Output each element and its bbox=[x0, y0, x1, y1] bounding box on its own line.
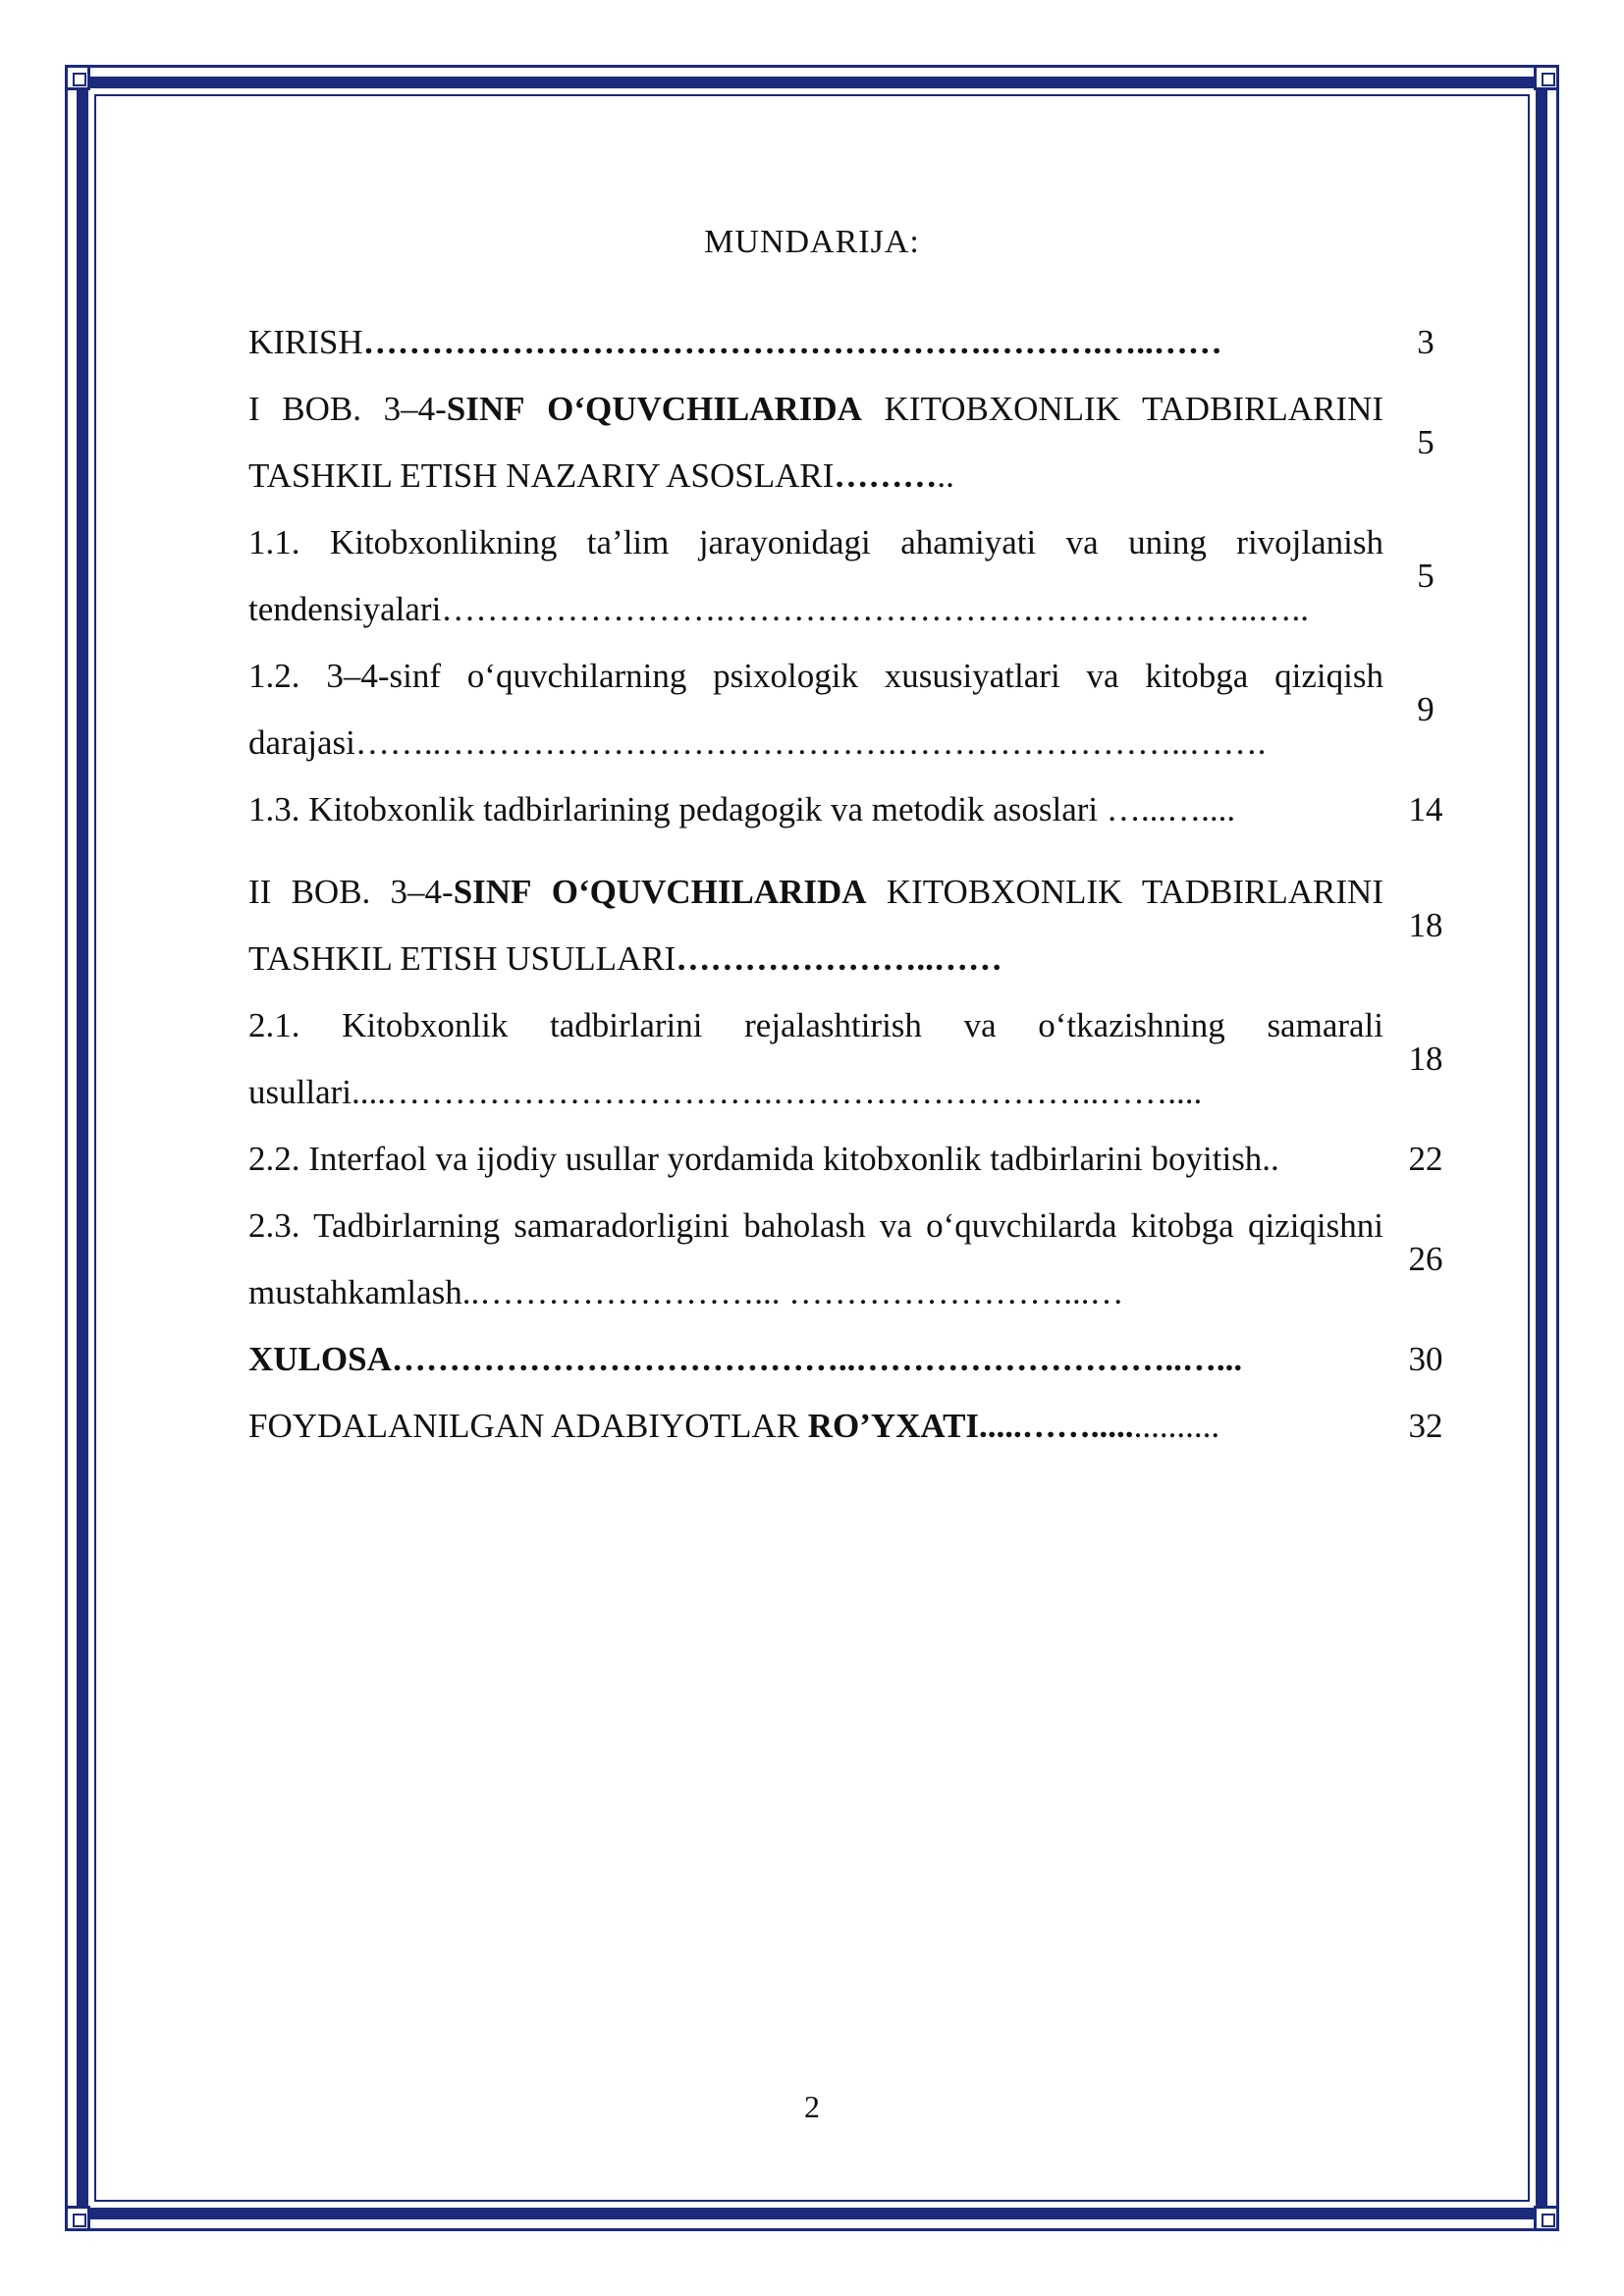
toc-entry-text: XULOSA…………………………………..………………………..…... bbox=[248, 1340, 1243, 1378]
corner-ornament-bottom-right bbox=[1534, 2206, 1559, 2231]
toc-page-number: 32 bbox=[1408, 1407, 1443, 1445]
page-number: 2 bbox=[804, 2089, 820, 2124]
toc-entry-2-1[interactable] bbox=[248, 992, 1468, 1126]
toc-page-number: 3 bbox=[1417, 323, 1435, 361]
toc-page-number: 22 bbox=[1408, 1140, 1443, 1178]
toc-page-number: 30 bbox=[1408, 1340, 1443, 1378]
toc-entry-text: FOYDALANILGAN ADABIYOTLAR RO’YXATI.....……............... bbox=[248, 1407, 1220, 1445]
toc-entry-adabiyotlar[interactable] bbox=[248, 1393, 1468, 1460]
toc-entry-xulosa[interactable] bbox=[248, 1326, 1468, 1393]
toc-entry-text: 2.2. Interfaol va ijodiy usullar yordamida kitobxonlik tadbirlarini boyitish.. bbox=[248, 1140, 1279, 1178]
corner-ornament-top-right bbox=[1534, 65, 1559, 90]
toc-entry-text: 2.3. Tadbirlarning samaradorligini baholash va o‘quvchilarda kitobga qiziqishni mustahkamlash..……………………... ……………………...… bbox=[248, 1206, 1383, 1311]
toc-page-number: 18 bbox=[1408, 906, 1443, 944]
toc-entry-chapter-2[interactable] bbox=[248, 859, 1468, 992]
toc-page-number: 14 bbox=[1408, 790, 1443, 828]
toc-page-number: 5 bbox=[1417, 423, 1435, 461]
toc-entry-text: KIRISH……………………………………………….……….…..…… bbox=[248, 323, 1222, 361]
toc-page-number: 18 bbox=[1408, 1040, 1443, 1078]
toc-entry-text: II BOB. 3–4-SINF O‘QUVCHILARIDA KITOBXONLIK TADBIRLARINI TASHKIL ETISH USULLARI…………………..…… bbox=[248, 873, 1383, 978]
toc-entry-text: 2.1. Kitobxonlik tadbirlarini rejalashtirish va o‘tkazishning samarali usullari....…………………………….………………………..…….... bbox=[248, 1006, 1383, 1111]
page-title: MUNDARIJA: bbox=[704, 224, 920, 260]
toc-entry-2-2[interactable] bbox=[248, 1126, 1468, 1193]
toc-page-number: 26 bbox=[1408, 1240, 1443, 1278]
corner-ornament-bottom-left bbox=[65, 2206, 90, 2231]
toc-spacer bbox=[248, 843, 1468, 859]
toc-entry-text: 1.3. Kitobxonlik tadbirlarining pedagogik va metodik asoslari …...….... bbox=[248, 790, 1236, 828]
toc-entry-text: 1.1. Kitobxonlikning ta’lim jarayonidagi ahamiyati va uning rivojlanish tendensiyalari…………………….………………………………………..….. bbox=[248, 523, 1383, 628]
toc-entry-kirish[interactable] bbox=[248, 309, 1468, 376]
toc-page-number: 5 bbox=[1417, 557, 1435, 595]
toc-entry-text: 1.2. 3–4-sinf o‘quvchilarning psixologik xususiyatlari va kitobga qiziqish darajasi……..………………………………….……………………..……. bbox=[248, 657, 1383, 762]
toc-entry-1-2[interactable] bbox=[248, 643, 1468, 776]
toc-entry-1-1[interactable] bbox=[248, 509, 1468, 643]
toc-entry-text: I BOB. 3–4-SINF O‘QUVCHILARIDA KITOBXONLIK TADBIRLARINI TASHKIL ETISH NAZARIY ASOSLARI……….. bbox=[248, 390, 1384, 495]
toc-page-number: 9 bbox=[1417, 690, 1435, 728]
toc-entry-2-3[interactable] bbox=[248, 1193, 1468, 1326]
toc-entry-1-3[interactable] bbox=[248, 776, 1468, 843]
toc-entry-chapter-1[interactable] bbox=[248, 376, 1468, 509]
table-of-contents bbox=[248, 309, 1468, 1460]
corner-ornament-top-left bbox=[65, 65, 90, 90]
